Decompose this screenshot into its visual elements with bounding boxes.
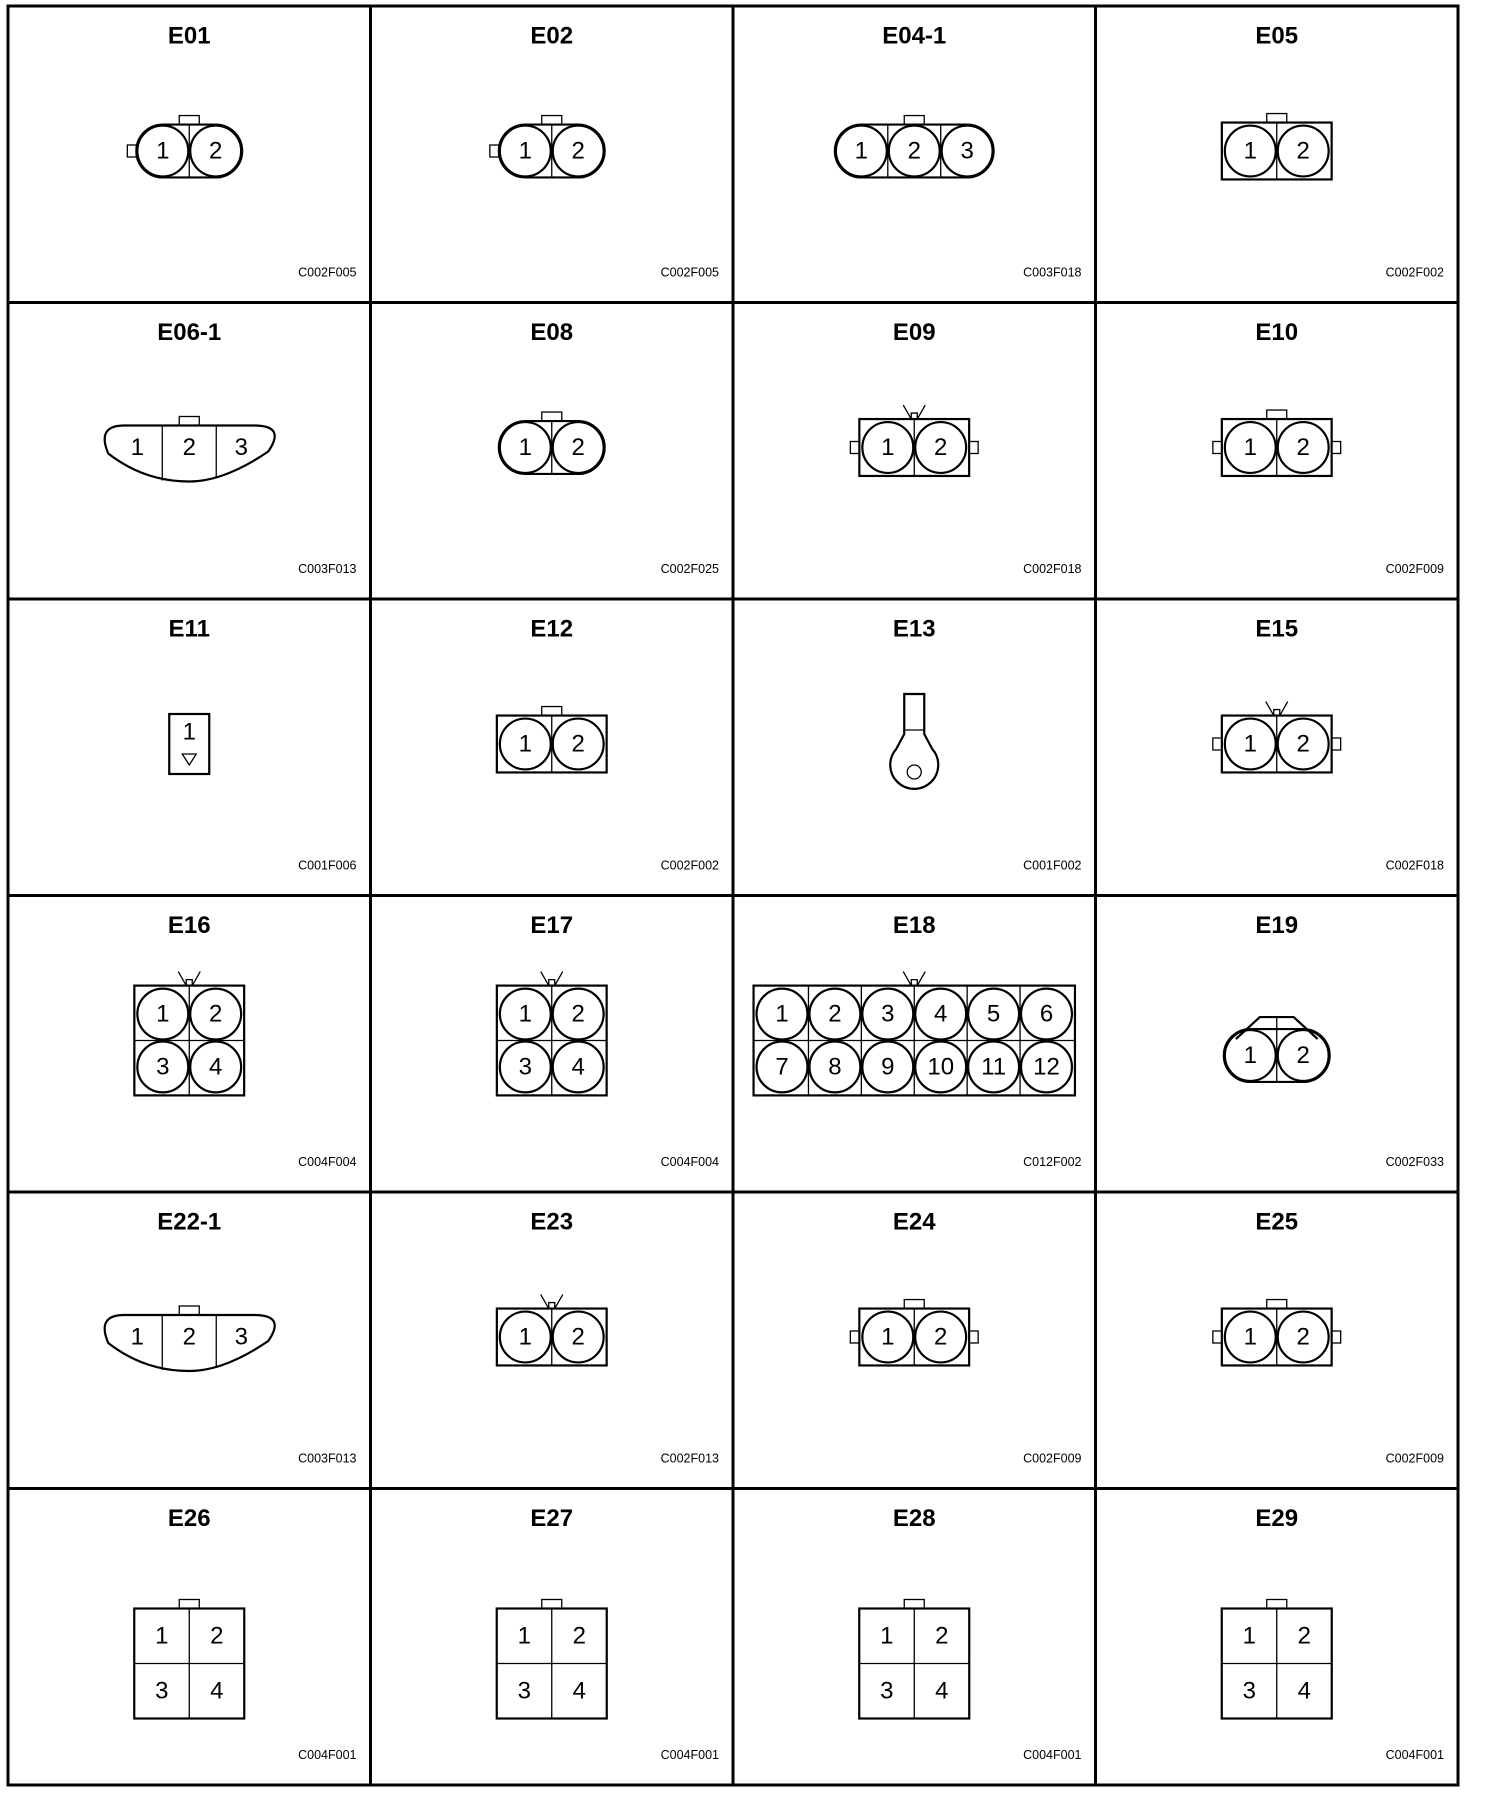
side-tab-left xyxy=(1213,738,1222,750)
pin-number: 2 xyxy=(571,1323,585,1351)
connector-cell xyxy=(1224,912,1444,1169)
pin-number: 2 xyxy=(934,1323,948,1351)
side-tab-right xyxy=(969,442,978,454)
pin-number: 1 xyxy=(156,137,170,165)
pin-number: 1 xyxy=(156,1000,170,1028)
part-code: C002F002 xyxy=(1385,265,1444,280)
lock-tab xyxy=(904,1300,924,1309)
part-code: C002F018 xyxy=(1385,858,1444,873)
connector-cell xyxy=(105,319,357,576)
pin-number: 1 xyxy=(518,434,532,461)
pin-number: 3 xyxy=(518,1053,532,1081)
connector-cell xyxy=(490,23,719,280)
pin-number: 2 xyxy=(182,434,196,461)
lock-tab xyxy=(904,1600,924,1609)
pin-number: 1 xyxy=(518,730,532,758)
connector-id: E10 xyxy=(1255,319,1299,346)
part-code: C001F002 xyxy=(1023,858,1082,873)
part-code: C003F013 xyxy=(298,1451,357,1466)
connector-id: E12 xyxy=(530,615,574,643)
lock-tab xyxy=(542,707,562,716)
part-code: C002F009 xyxy=(1385,1451,1444,1466)
part-code: C002F009 xyxy=(1385,562,1444,576)
lock-tab xyxy=(542,116,562,125)
pin-number: 1 xyxy=(130,434,144,461)
pin-number: 1 xyxy=(517,1622,531,1650)
pin-number: 2 xyxy=(1296,1042,1310,1069)
pin-number: 1 xyxy=(1243,1323,1257,1351)
part-code: C002F005 xyxy=(660,265,719,280)
pin-number: 4 xyxy=(572,1677,586,1705)
connector-id: E13 xyxy=(892,615,936,643)
pin-number: 2 xyxy=(571,137,585,165)
connector-id: E25 xyxy=(1255,1208,1299,1236)
connector-id: E04-1 xyxy=(882,22,947,50)
pin-number: 2 xyxy=(572,1622,586,1650)
connector-id: E08 xyxy=(530,319,574,346)
connector-id: E18 xyxy=(892,912,936,939)
pin-number: 4 xyxy=(571,1053,585,1081)
pin-number: 2 xyxy=(1296,137,1310,165)
lock-tab xyxy=(542,412,562,421)
pin-number: 10 xyxy=(927,1053,955,1081)
lock-tab xyxy=(904,116,924,125)
pin-number: 1 xyxy=(182,718,196,746)
connector-cell xyxy=(754,912,1082,1169)
connector-id: E09 xyxy=(892,319,936,346)
pin-number: 2 xyxy=(571,730,585,758)
pin-number: 2 xyxy=(935,1622,949,1650)
part-code: C004F001 xyxy=(1385,1748,1444,1762)
part-code: C002F018 xyxy=(1023,562,1082,576)
part-code: C002F025 xyxy=(660,562,719,576)
pin-number: 4 xyxy=(1297,1677,1311,1705)
pin-number: 1 xyxy=(880,1622,894,1650)
lock-tab xyxy=(1267,1300,1287,1309)
pin-number: 1 xyxy=(1243,730,1257,758)
pin-number: 1 xyxy=(155,1622,169,1650)
pin-number: 3 xyxy=(517,1677,531,1705)
pin-number: 2 xyxy=(571,434,585,461)
connector-id: E22-1 xyxy=(157,1208,222,1236)
pin-number: 3 xyxy=(1242,1677,1256,1705)
connector-id: E23 xyxy=(530,1208,574,1236)
lock-tab xyxy=(542,1600,562,1609)
connector-cell xyxy=(499,319,719,576)
pin-number: 1 xyxy=(775,1000,789,1028)
pin-number: 1 xyxy=(1243,434,1257,461)
part-code: C004F001 xyxy=(1023,1748,1082,1762)
part-code: C004F001 xyxy=(298,1748,357,1762)
pin-number: 2 xyxy=(1296,434,1310,461)
pin-number: 1 xyxy=(881,434,895,461)
connector-id: E02 xyxy=(530,22,574,50)
lock-v-mark xyxy=(541,972,563,986)
connector-cell xyxy=(105,1209,357,1466)
connector-id: E06-1 xyxy=(157,319,222,346)
pin-number: 1 xyxy=(1243,137,1257,165)
side-tab-left xyxy=(1213,1331,1222,1343)
pin-number: 2 xyxy=(209,1000,223,1028)
part-code: C003F018 xyxy=(1023,265,1082,280)
connector-id: E29 xyxy=(1255,1505,1299,1532)
part-code: C003F013 xyxy=(298,562,357,576)
lock-tab xyxy=(1267,114,1287,123)
pin-number: 5 xyxy=(986,1000,1001,1028)
connector-cell xyxy=(134,1505,356,1762)
pin-number: 2 xyxy=(209,137,223,165)
pin-number: 2 xyxy=(907,137,921,165)
part-code: C004F004 xyxy=(298,1155,357,1169)
connector-id: E16 xyxy=(167,912,211,939)
connector-cell xyxy=(497,1209,719,1466)
connector-cell xyxy=(169,616,357,873)
connector-cell xyxy=(1213,319,1444,576)
side-tab-left xyxy=(127,145,136,157)
lock-tab xyxy=(1267,410,1287,419)
connector-cell xyxy=(134,912,356,1169)
pin-number: 3 xyxy=(155,1677,169,1705)
part-code: C012F002 xyxy=(1023,1155,1082,1169)
part-code: C004F001 xyxy=(660,1748,719,1762)
pin-number: 2 xyxy=(828,1000,842,1028)
connector-id: E05 xyxy=(1255,22,1299,50)
ring-hole xyxy=(907,765,921,779)
lock-tab xyxy=(179,1600,199,1609)
pin-number: 2 xyxy=(210,1622,224,1650)
connector-cell xyxy=(890,616,1081,873)
side-tab-right xyxy=(1332,442,1341,454)
lock-tab xyxy=(1267,1600,1287,1609)
connector-cell xyxy=(1213,1209,1444,1466)
connector-id: E26 xyxy=(167,1505,211,1532)
connector-id: E28 xyxy=(892,1505,936,1532)
lock-v-mark xyxy=(178,972,200,986)
part-code: C004F004 xyxy=(660,1155,719,1169)
connector-cell xyxy=(1222,23,1444,280)
part-code: C002F005 xyxy=(298,265,357,280)
lock-v-mark xyxy=(903,405,925,419)
pin-number: 3 xyxy=(156,1053,170,1081)
lock-tab xyxy=(179,417,199,426)
pin-number: 4 xyxy=(210,1677,224,1705)
lock-v-mark xyxy=(1266,702,1288,716)
pin-number: 1 xyxy=(881,1323,895,1351)
pin-number: 4 xyxy=(934,1000,948,1028)
connector-cell xyxy=(835,23,1082,280)
part-code: C002F033 xyxy=(1385,1155,1444,1169)
part-code: C002F009 xyxy=(1023,1451,1082,1466)
connector-cell xyxy=(497,616,719,873)
pin-number: 2 xyxy=(571,1000,585,1028)
side-tab-right xyxy=(969,1331,978,1343)
ring-terminal xyxy=(890,694,938,789)
part-code: C002F002 xyxy=(660,858,719,873)
pin-number: 3 xyxy=(960,137,974,165)
pin-number: 11 xyxy=(981,1053,1007,1081)
connector-id: E27 xyxy=(530,1505,574,1532)
side-tab-right xyxy=(1332,738,1341,750)
lock-tab xyxy=(179,116,199,125)
pin-number: 6 xyxy=(1039,1000,1054,1028)
part-code: C001F006 xyxy=(298,858,357,873)
pin-number: 2 xyxy=(1296,730,1310,758)
side-tab-left xyxy=(490,145,499,157)
pin-number: 1 xyxy=(854,137,869,165)
lock-v-mark xyxy=(541,1295,563,1309)
pin-number: 2 xyxy=(182,1323,196,1351)
connector-cell xyxy=(1213,616,1444,873)
connector-cell xyxy=(1222,1505,1444,1762)
pin-number: 1 xyxy=(130,1323,144,1351)
pin-number: 2 xyxy=(934,434,948,461)
connector-cell xyxy=(497,1505,719,1762)
pin-number: 1 xyxy=(518,1323,532,1351)
connector-id: E01 xyxy=(167,22,211,50)
connector-id: E24 xyxy=(892,1208,936,1236)
pin-number: 8 xyxy=(828,1053,842,1081)
connector-id: E17 xyxy=(530,912,574,939)
pin-number: 1 xyxy=(518,137,532,165)
connector-cell xyxy=(850,1209,1081,1466)
lock-tab xyxy=(179,1306,199,1315)
pin-number: 12 xyxy=(1033,1053,1060,1081)
pin-number: 3 xyxy=(234,434,248,461)
pin-number: 3 xyxy=(880,1677,894,1705)
pin-number: 7 xyxy=(775,1053,789,1081)
pin-number: 1 xyxy=(518,1000,532,1028)
lock-v-mark xyxy=(903,972,925,986)
pin-number: 3 xyxy=(881,1000,895,1028)
pin-number: 4 xyxy=(935,1677,949,1705)
pin-number: 3 xyxy=(234,1323,248,1351)
pin-number: 2 xyxy=(1297,1622,1311,1650)
connector-cell xyxy=(127,23,356,280)
connector-cell xyxy=(859,1505,1081,1762)
side-tab-left xyxy=(850,442,859,454)
pin-number: 2 xyxy=(1296,1323,1310,1351)
side-tab-left xyxy=(850,1331,859,1343)
pin-triangle-marker xyxy=(182,754,196,765)
connector-id: E11 xyxy=(168,615,210,643)
pin-number: 1 xyxy=(1243,1042,1257,1069)
pin-number: 1 xyxy=(1242,1622,1256,1650)
part-code: C002F013 xyxy=(660,1451,719,1466)
connector-cell xyxy=(850,319,1081,576)
connector-cell xyxy=(497,912,719,1169)
pin-number: 4 xyxy=(209,1053,223,1081)
connector-id: E15 xyxy=(1255,615,1299,643)
connector-id: E19 xyxy=(1255,912,1299,939)
pin-number: 9 xyxy=(881,1053,895,1081)
side-tab-right xyxy=(1332,1331,1341,1343)
side-tab-left xyxy=(1213,442,1222,454)
